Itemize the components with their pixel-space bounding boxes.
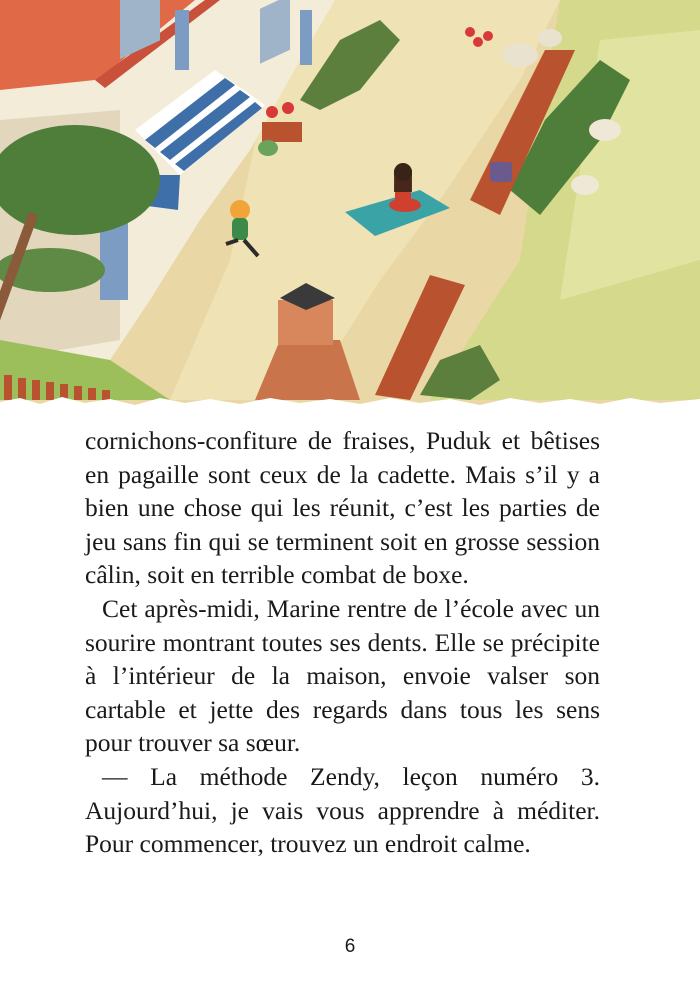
shutter (300, 10, 312, 65)
paragraph-3: — La méthode Zendy, leçon numéro 3. Aujourd’hui, je vais vous apprendre à méditer. Pour commencer, trouvez un endroit calme. (85, 761, 600, 859)
flower-box (262, 122, 302, 142)
garden-illustration (0, 0, 700, 412)
paragraph-1: cornichons-confiture de fraises, Puduk et bêtises en pagaille sont ceux de la cadette. Mais s’il y a bien une chose qui les réunit, c’est les parties de jeu sans fin qui se terminent soit en grosse session câlin, soit en terrible combat de boxe. (85, 426, 600, 590)
page-number: 6 (344, 936, 356, 957)
radio (490, 162, 512, 182)
shutter (175, 10, 189, 70)
story-text (85, 424, 600, 861)
paragraph-2: Cet après-midi, Marine rentre de l’école avec un sourire montrant toutes ses dents. Elle se précipite à l’intérieur de la maison, envoie valser son cartable et jette des regards dans tous les sens pour trouver sa sœur. (85, 593, 600, 758)
